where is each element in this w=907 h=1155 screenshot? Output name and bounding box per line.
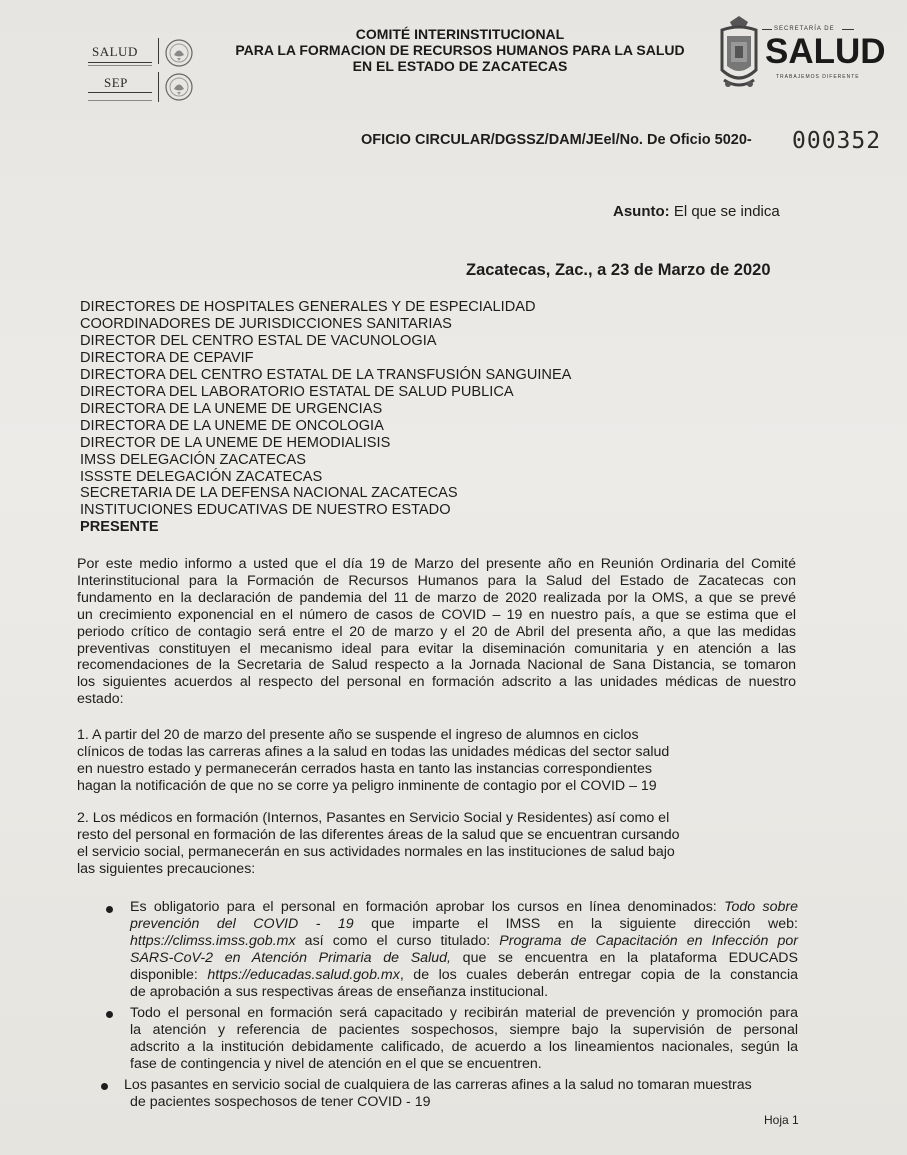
bullet-online-courses <box>130 899 798 1000</box>
text-run: que se encuentra en la plataforma EDUCADS <box>450 949 798 966</box>
paragraph-line: resto del personal en formación de las diferentes áreas de la salud que se encuentran cursando <box>77 826 680 843</box>
course-title: prevención del COVID - 19 <box>130 915 354 932</box>
logo-slogan: TRABAJEMOS DIFERENTE <box>776 74 860 80</box>
educads-url[interactable]: https://educadas.salud.gob.mx <box>207 966 400 983</box>
recipient: COORDINADORES DE JURISDICCIONES SANITARIAS <box>80 315 452 332</box>
paragraph-line: hagan la notificación de que no se corre ya peligro inminente de contagio por el COVID – 19 <box>77 777 657 794</box>
paragraph-line: 2. Los médicos en formación (Internos, Pasantes en Servicio Social y Residentes) así como el <box>77 810 670 826</box>
subject-value: El que se indica <box>673 203 780 220</box>
date-line: Zacatecas, Zac., a 23 de Marzo de 2020 <box>466 261 771 279</box>
title-line: COMITÉ INTERINSTITUCIONAL <box>355 26 565 42</box>
subject-label: Asunto: <box>613 203 670 220</box>
recipient: INSTITUCIONES EDUCATIVAS DE NUESTRO ESTADO <box>80 502 451 519</box>
agreement-point-2 <box>77 810 680 878</box>
paragraph-line: en nuestro estado y permanecerán cerrados hasta en tanto las instancias correspondientes <box>77 760 652 777</box>
bullet-line: Los pasantes en servicio social de cualquiera de las carreras afines a la salud no tomaran muestras <box>124 1077 752 1093</box>
bullet-line <box>130 899 798 916</box>
subject-line <box>613 203 780 220</box>
bullet-line: de aprobación a sus respectivas áreas de enseñanza institucional. <box>130 983 549 1000</box>
bullet-line <box>130 933 798 950</box>
recipient: IMSS DELEGACIÓN ZACATECAS <box>80 451 306 468</box>
bullet-line: fase de contingencia y nivel de atención en el que se encuentren. <box>130 1055 542 1072</box>
zacatecas-crest-icon <box>716 14 762 96</box>
course-title: Programa de Capacitación en Infección por <box>499 932 799 949</box>
recipients-list <box>80 299 571 536</box>
course-title: Todo sobre <box>724 899 798 915</box>
recipient: DIRECTORES DE HOSPITALES GENERALES Y DE ESPECIALIDAD <box>80 299 536 315</box>
divider <box>842 29 854 30</box>
paragraph-line: preventivas constituyen el mecanismo ideal para evitar la diseminación comunitaria y en atención a las <box>77 640 796 657</box>
divider <box>88 65 152 66</box>
oficio-text: OFICIO CIRCULAR/DGSSZ/DAM/JEel/No. De Oficio 5020- <box>361 132 752 148</box>
paragraph-line: Por este medio informo a usted que el día 19 de Marzo del presente año en Reunión Ordinaria del Comité <box>77 556 796 572</box>
paragraph-line: fundamento en la declaración de pandemia del 11 de marzo de 2020 realizada por la OMS, a que se prevé <box>77 589 796 606</box>
text-run: Es obligatorio para el personal en formación aprobar los cursos en línea denominados: <box>130 899 725 915</box>
national-seal-icon <box>164 72 194 102</box>
oficio-number-line <box>361 132 752 148</box>
recipient: SECRETARIA DE LA DEFENSA NACIONAL ZACATECAS <box>80 485 458 502</box>
divider <box>158 72 159 102</box>
page-number: Hoja 1 <box>764 1113 799 1127</box>
agreement-point-1 <box>77 727 669 795</box>
recipient: DIRECTORA DE CEPAVIF <box>80 349 254 366</box>
recipient: DIRECTOR DEL CENTRO ESTAL DE VACUNOLOGIA <box>80 332 437 349</box>
divider <box>88 92 152 93</box>
paragraph-line: periodo crítico de contagio será entre el 20 de marzo y el 20 de Abril del presenta año, a que las medidas <box>77 623 796 640</box>
course-title: SARS-CoV-2 en Atención Primaria de Salud, <box>130 949 451 966</box>
bullet-dot-icon <box>106 906 113 913</box>
paragraph-line: el servicio social, permanecerán en sus actividades normales en las instituciones de salud bajo <box>77 843 675 860</box>
paragraph-line: las siguientes precauciones: <box>77 860 256 877</box>
intro-paragraph <box>77 556 796 708</box>
divider <box>762 29 772 30</box>
paragraph-line: clínicos de todas las carreras afines a la salud en todas las unidades médicas del sector salud <box>77 743 670 760</box>
divider <box>158 38 159 64</box>
title-line: PARA LA FORMACION DE RECURSOS HUMANOS PARA LA SALUD <box>235 42 685 58</box>
bullet-line: la atención y referencia de pacientes sospechosos, siempre bajo la supervisión de personal <box>130 1021 798 1038</box>
presente-label: PRESENTE <box>80 519 159 536</box>
imss-course-url[interactable]: https://climss.imss.gob.mx <box>130 932 296 949</box>
bullet-line: de pacientes sospechosos de tener COVID - 19 <box>130 1093 431 1110</box>
committee-title <box>210 26 710 74</box>
recipient: DIRECTOR DE LA UNEME DE HEMODIALISIS <box>80 434 391 451</box>
bullet-dot-icon <box>106 1011 113 1018</box>
paragraph-line: Interinstitucional para la Formación de Recursos Humanos para la Salud del Estado de Zacatecas con <box>77 572 796 589</box>
text-run: , de los cuales deberán entregar copia de la constancia <box>399 966 798 983</box>
logo-top-text: SECRETARÍA DE <box>774 26 835 32</box>
text-run: que imparte el IMSS en la siguiente dirección web: <box>353 915 798 932</box>
bullet-line: Todo el personal en formación será capacitado y recibirán material de prevención y promoción para <box>130 1005 798 1021</box>
title-line: EN EL ESTADO DE ZACATECAS <box>352 58 568 74</box>
bullet-no-samples <box>124 1077 800 1111</box>
bullet-dot-icon <box>101 1083 108 1090</box>
text-run: así como el curso titulado: <box>295 932 500 949</box>
bullet-line: adscrito a la institución debidamente calificado, de acuerdo a los lineamientos nacionales, según la <box>130 1038 798 1055</box>
divider <box>88 100 152 101</box>
bullet-training <box>130 1005 798 1073</box>
oficio-stamp-number: 000352 <box>792 128 882 154</box>
paragraph-line: un crecimiento exponencial en el número de casos de COVID – 19 en nuestro país, a que se estima que el <box>77 606 796 623</box>
salud-label: SALUD <box>92 44 138 59</box>
bullet-line <box>130 916 798 933</box>
paragraph-line: 1. A partir del 20 de marzo del presente año se suspende el ingreso de alumnos en ciclos <box>77 727 639 743</box>
left-institution-logos <box>88 36 200 106</box>
logo-word: SALUD <box>765 32 886 71</box>
secretaria-salud-logo <box>762 26 886 86</box>
recipient: DIRECTORA DEL CENTRO ESTATAL DE LA TRANSFUSIÓN SANGUINEA <box>80 366 572 383</box>
bullet-line <box>130 950 798 967</box>
sep-label: SEP <box>104 75 128 90</box>
paragraph-line: los siguientes acuerdos al respecto del personal en formación adscrito a las unidades médicas de nuestro <box>77 674 796 691</box>
text-run: disponible: <box>130 966 208 983</box>
recipient: DIRECTORA DE LA UNEME DE URGENCIAS <box>80 400 383 417</box>
recipient: ISSSTE DELEGACIÓN ZACATECAS <box>80 468 323 485</box>
paragraph-line: recomendaciones de la Secretaria de Salud respecto a la Jornada Nacional de Sana Distancia, se tomaron <box>77 657 796 674</box>
bullet-line <box>130 967 798 984</box>
national-seal-icon <box>164 38 194 68</box>
paragraph-line: estado: <box>77 691 124 708</box>
divider <box>88 62 152 63</box>
recipient: DIRECTORA DEL LABORATORIO ESTATAL DE SALUD PUBLICA <box>80 383 514 400</box>
recipient: DIRECTORA DE LA UNEME DE ONCOLOGIA <box>80 417 384 434</box>
